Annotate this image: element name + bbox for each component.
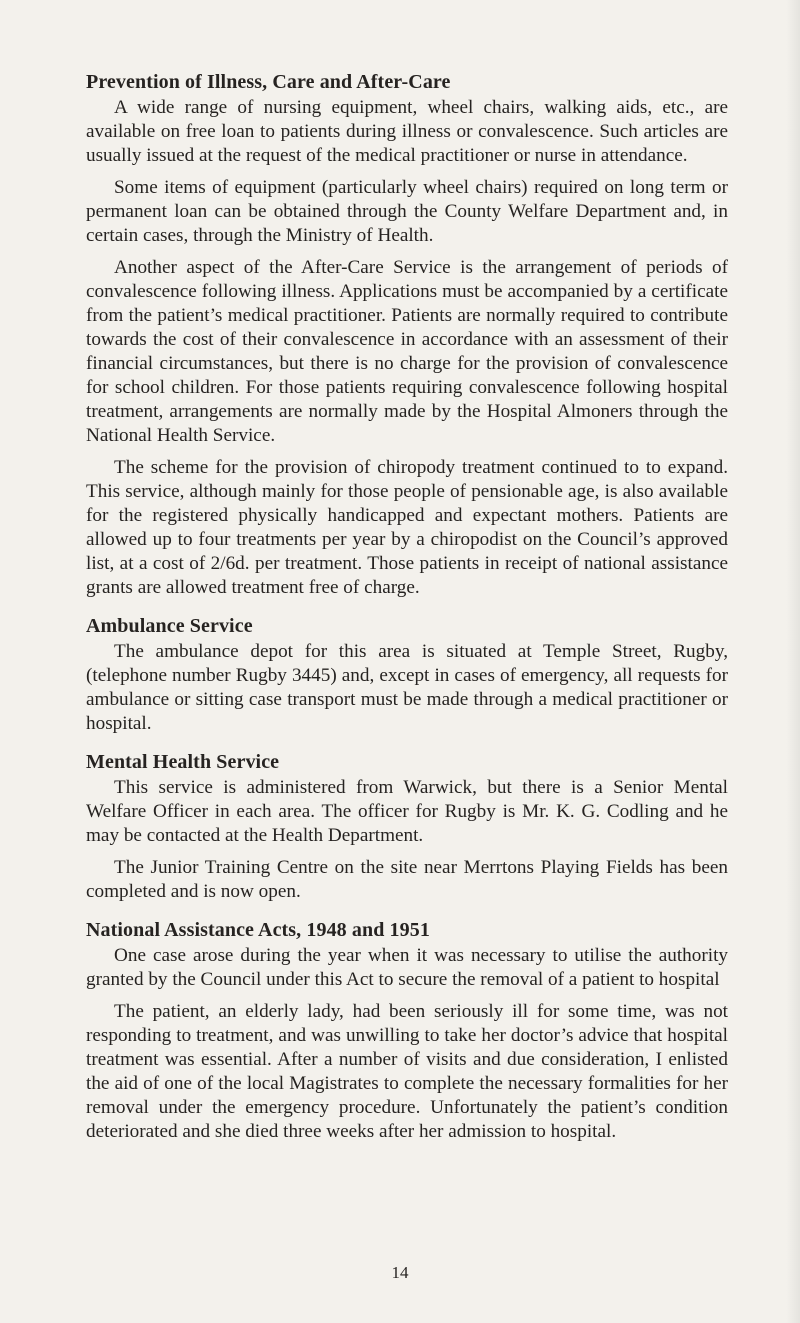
paragraph: The ambulance depot for this area is situated at Temple Street, Rugby, (telephone number Rugby 3445) and, except in cases of emergency, all requests for ambulance or sitting case transport must be made through a medical practitioner or hospital. [86, 641, 728, 734]
section-heading: National Assistance Acts, 1948 and 1951 [86, 919, 430, 941]
paragraph: The patient, an elderly lady, had been seriously ill for some time, was not responding to treatment, and was unwilling to take her doctor’s advice that hospital treatment was essential. After a number of visits and due consideration, I enlisted the aid of one of the local Magistrates to complete the necessary formalities for her removal under the emergency procedure. Unfortunately the patient’s condition deteriorated and she died three weeks after her admission to hospital. [86, 1001, 728, 1142]
page-number: 14 [391, 1263, 409, 1282]
section-heading: Ambulance Service [86, 615, 253, 637]
paragraph: Some items of equipment (particularly wheel chairs) required on long term or permanent loan can be obtained through the County Welfare Department and, in certain cases, through the Ministry of Health. [86, 177, 728, 246]
paragraph: A wide range of nursing equipment, wheel chairs, walking aids, etc., are available on free loan to patients during illness or convalescence. Such articles are usually issued at the request of the medical practitioner or nurse in attendance. [86, 97, 728, 166]
section-heading: Prevention of Illness, Care and After-Care [86, 71, 451, 93]
paragraph: This service is administered from Warwick, but there is a Senior Mental Welfare Officer in each area. The officer for Rugby is Mr. K. G. Codling and he may be contacted at the Health Department. [86, 777, 728, 846]
paragraph: The Junior Training Centre on the site near Merrtons Playing Fields has been completed and is now open. [86, 857, 728, 902]
paragraph: Another aspect of the After-Care Service is the arrangement of periods of convalescence following illness. Applications must be accompanied by a certificate from the patient’s medical practitioner. Patients are normally required to contribute towards the cost of their convalescence in accordance with an assessment of their financial circumstances, but there is no charge for the provision of convalescence for school children. For those patients requiring convalescence following hospital treatment, arrangements are normally made by the Hospital Almoners through the National Health Service. [86, 257, 728, 446]
section-prevention-of-illness [86, 70, 728, 600]
paragraph: One case arose during the year when it was necessary to utilise the authority granted by the Council under this Act to secure the removal of a patient to hospital [86, 945, 728, 990]
page-edge-shadow [786, 0, 800, 1323]
section-mental-health-service [86, 750, 728, 904]
section-national-assistance-acts [86, 918, 728, 1144]
document-page [86, 70, 728, 1158]
paragraph: The scheme for the provision of chiropody treatment continued to to expand. This service, although mainly for those people of pensionable age, is also available for the registered physically handicapped and expectant mothers. Patients are allowed up to four treatments per year by a chiropodist on the Council’s approved list, at a cost of 2/6d. per treatment. Those patients in receipt of national assistance grants are allowed treatment free of charge. [86, 457, 728, 598]
section-ambulance-service [86, 614, 728, 736]
section-heading: Mental Health Service [86, 751, 280, 773]
